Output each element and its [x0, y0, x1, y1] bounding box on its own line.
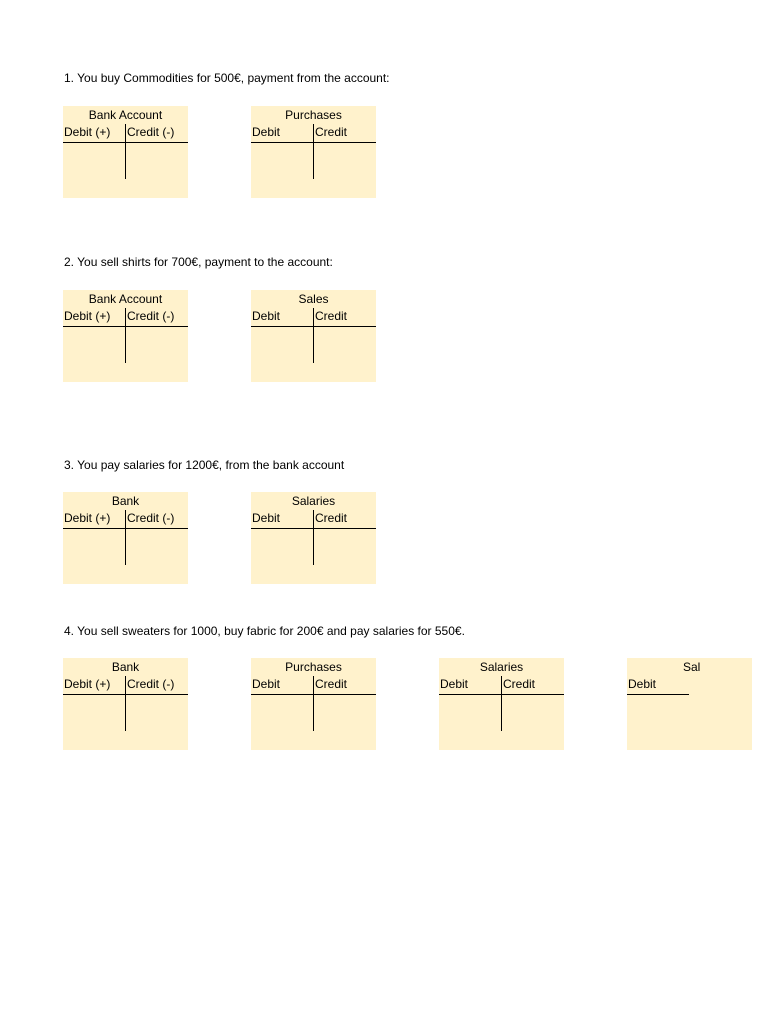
- t-account-sales-q2: [251, 290, 376, 382]
- account-title: Sal: [683, 660, 701, 674]
- question-1-text: 1. You buy Commodities for 500€, payment from the account:: [64, 71, 390, 85]
- t-account-salaries-partial-q4: [627, 658, 752, 750]
- account-title: Bank: [111, 494, 140, 508]
- credit-label: Credit: [315, 511, 348, 525]
- credit-label: Credit: [503, 677, 536, 691]
- t-account-vertical-rule: [125, 510, 126, 565]
- question-2-text: 2. You sell shirts for 700€, payment to the account:: [64, 255, 333, 269]
- debit-label: Debit (+): [64, 125, 111, 139]
- credit-label: Credit (-): [127, 511, 175, 525]
- credit-label: Credit (-): [127, 125, 175, 139]
- account-title: Salaries: [291, 494, 336, 508]
- debit-label: Debit: [440, 677, 469, 691]
- t-account-bank-q4: [63, 658, 188, 750]
- t-account-salaries-q3: [251, 492, 376, 584]
- debit-label: Debit (+): [64, 511, 111, 525]
- t-account-vertical-rule: [313, 510, 314, 565]
- debit-label: Debit: [628, 677, 657, 691]
- t-account-purchases-q1: [251, 106, 376, 198]
- t-account-salaries-q4: [439, 658, 564, 750]
- account-title: Purchases: [285, 108, 342, 122]
- account-title: Bank Account: [88, 292, 163, 306]
- debit-label: Debit: [252, 511, 281, 525]
- credit-label: Credit (-): [127, 309, 175, 323]
- debit-label: Debit: [252, 677, 281, 691]
- debit-label: Debit (+): [64, 309, 111, 323]
- account-title: Sales: [298, 292, 329, 306]
- t-account-vertical-rule: [125, 124, 126, 179]
- account-title: Bank: [111, 660, 140, 674]
- t-account-bank-q2: [63, 290, 188, 382]
- t-account-vertical-rule: [313, 308, 314, 363]
- t-account-vertical-rule: [313, 676, 314, 731]
- credit-label: Credit: [315, 309, 348, 323]
- t-account-horizontal-rule: [627, 694, 689, 695]
- credit-label: Credit: [315, 677, 348, 691]
- account-title: Purchases: [285, 660, 342, 674]
- credit-label: Credit: [315, 125, 348, 139]
- t-account-purchases-q4: [251, 658, 376, 750]
- question-4-text: 4. You sell sweaters for 1000, buy fabric for 200€ and pay salaries for 550€.: [64, 624, 465, 638]
- account-title: Salaries: [479, 660, 524, 674]
- t-account-vertical-rule: [125, 308, 126, 363]
- question-3-text: 3. You pay salaries for 1200€, from the bank account: [64, 458, 345, 472]
- t-account-vertical-rule: [501, 676, 502, 731]
- t-account-vertical-rule: [313, 124, 314, 179]
- debit-label: Debit (+): [64, 677, 111, 691]
- debit-label: Debit: [252, 309, 281, 323]
- credit-label: Credit (-): [127, 677, 175, 691]
- account-title: Bank Account: [88, 108, 163, 122]
- debit-label: Debit: [252, 125, 281, 139]
- t-account-bank-q1: [63, 106, 188, 198]
- t-account-vertical-rule: [125, 676, 126, 731]
- t-account-bank-q3: [63, 492, 188, 584]
